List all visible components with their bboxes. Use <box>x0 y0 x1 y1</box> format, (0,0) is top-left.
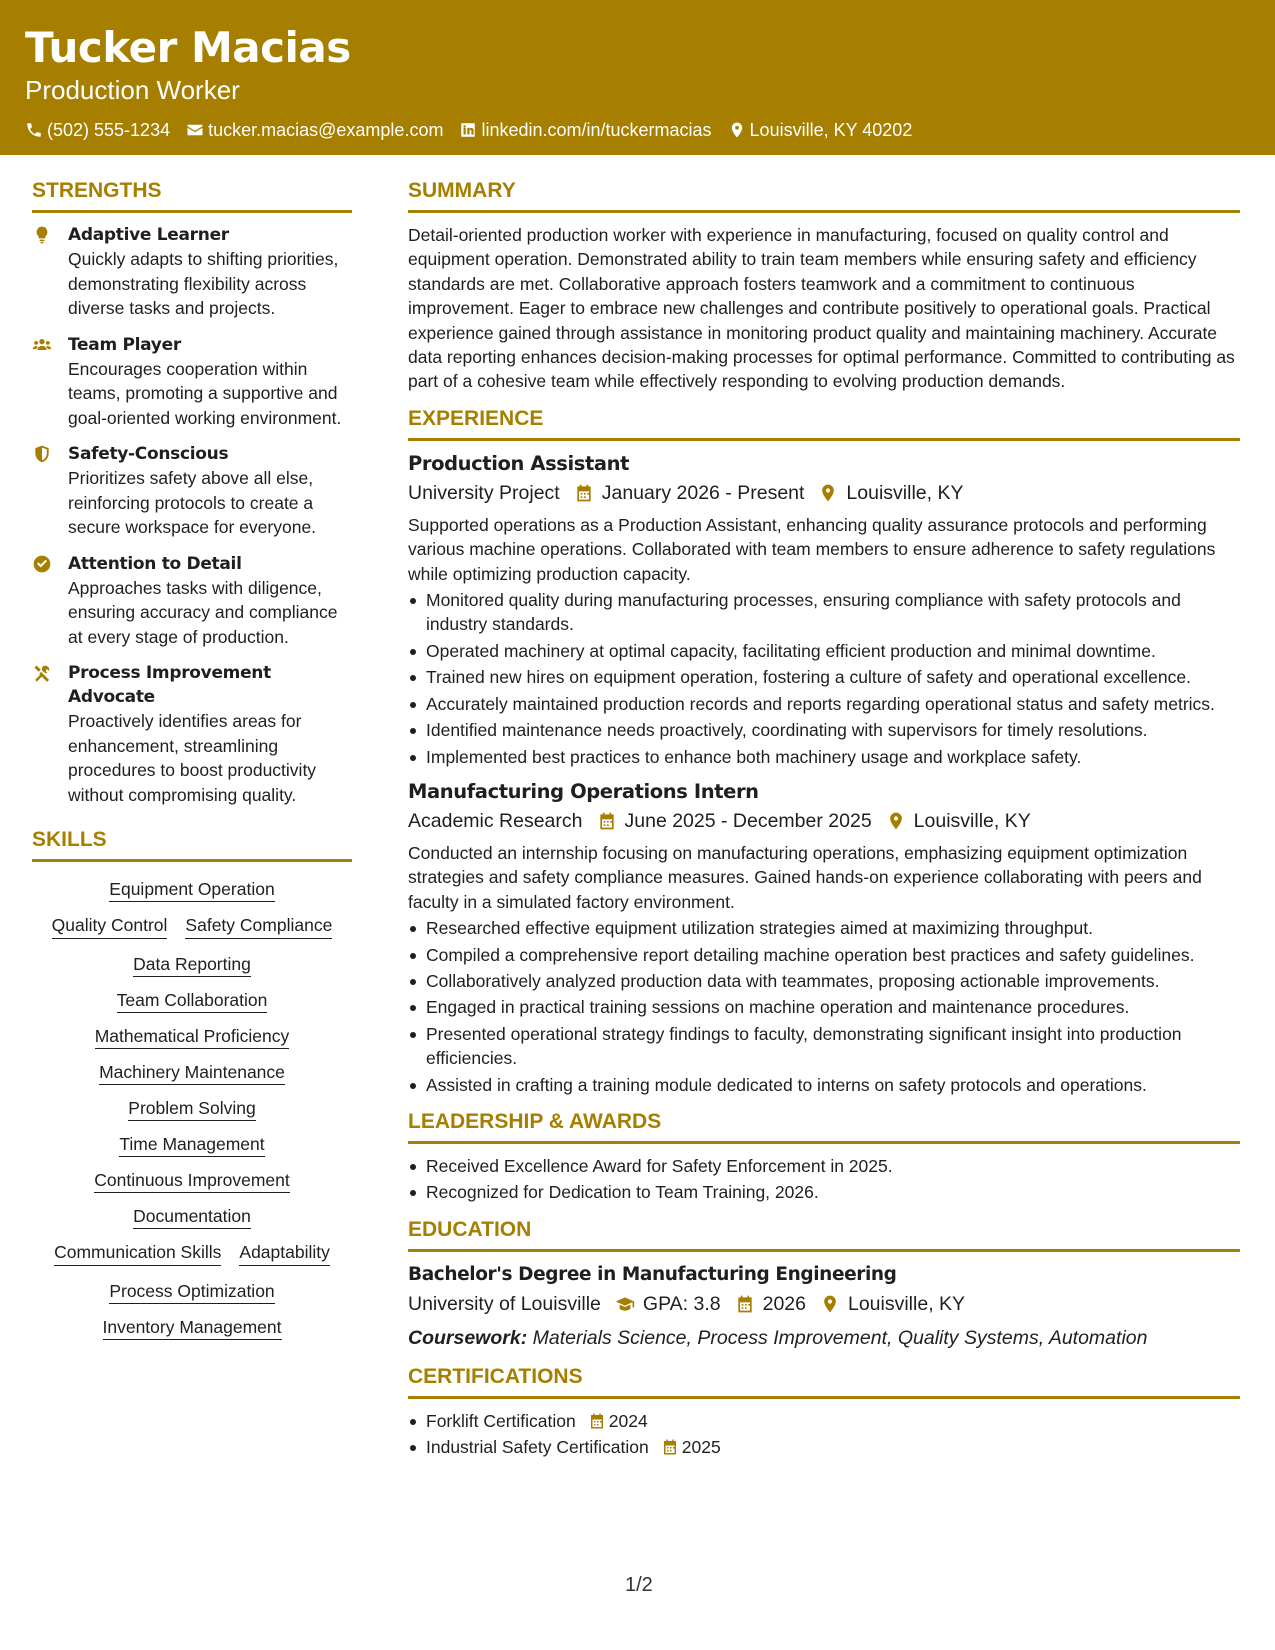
shield-icon <box>32 444 52 464</box>
graduation-cap-icon <box>615 1294 635 1314</box>
skill-tag: Problem Solving <box>128 1098 255 1121</box>
job-bullet: Collaboratively analyzed production data with teammates, proposing actionable improvements. <box>408 969 1240 993</box>
skill-tag: Communication Skills <box>54 1241 221 1266</box>
page-number: 1/2 <box>625 1574 653 1596</box>
degree-title: Bachelor's Degree in Manufacturing Engineering <box>408 1263 897 1285</box>
experience-heading: EXPERIENCE <box>408 406 1240 441</box>
skill-tag: Inventory Management <box>103 1317 282 1340</box>
certifications-list <box>408 1409 1240 1460</box>
contact-bar <box>25 118 1250 142</box>
school-location: Louisville, KY <box>847 1292 966 1315</box>
job-bullet: Presented operational strategy findings to faculty, demonstrating significant insight into production efficiencies. <box>408 1022 1240 1071</box>
certification-item <box>408 1435 1240 1459</box>
job-dates: June 2025 - December 2025 <box>624 809 872 832</box>
strength-desc: Prioritizes safety above all else, reinforcing protocols to create a secure workspace for everyone. <box>68 468 317 537</box>
job-bullet: Researched effective equipment utilization strategies aimed at maximizing throughput. <box>408 916 1240 940</box>
job-org: Academic Research <box>408 809 583 832</box>
skill-tag: Machinery Maintenance <box>99 1062 285 1085</box>
map-pin-icon <box>820 1294 840 1314</box>
certification-item <box>408 1409 1240 1433</box>
contact-linkedin[interactable] <box>459 118 711 142</box>
award-item: Recognized for Dedication to Team Training, 2026. <box>408 1180 1240 1204</box>
coursework-list: Materials Science, Process Improvement, Quality Systems, Automation <box>532 1326 1148 1349</box>
strength-item <box>32 552 352 650</box>
skill-tag: Mathematical Proficiency <box>95 1026 290 1049</box>
calendar-icon <box>735 1294 755 1314</box>
certification-name: Forklift Certification <box>426 1410 576 1431</box>
strength-desc: Approaches tasks with diligence, ensuring accuracy and compliance at every stage of production. <box>68 577 338 647</box>
location-text: Louisville, KY 40202 <box>749 120 913 140</box>
strength-desc: Quickly adapts to shifting priorities, demonstrating flexibility across diverse tasks and projects. <box>68 249 339 318</box>
certification-year: 2024 <box>608 1410 648 1431</box>
skill-tag: Equipment Operation <box>109 879 274 902</box>
job-description: Conducted an internship focusing on manufacturing operations, emphasizing equipment optimization strategies and safety compliance measures. Gained hands-on experience collaborating with peers and faculty in a simulated factory environment. <box>408 842 1202 912</box>
leadership-list <box>408 1154 1240 1205</box>
strength-title: Process Improvement Advocate <box>68 663 271 707</box>
strength-desc: Encourages cooperation within teams, promoting a supportive and goal-oriented working environment. <box>68 358 342 428</box>
strength-desc: Proactively identifies areas for enhancement, streamlining procedures to boost productivity without compromising quality. <box>68 711 317 805</box>
skill-tag: Team Collaboration <box>117 990 268 1013</box>
job-bullet: Accurately maintained production records and reports regarding operational status and safety metrics. <box>408 692 1240 716</box>
email-text: tucker.macias@example.com <box>208 120 444 140</box>
job-title: Manufacturing Operations Intern <box>408 779 759 803</box>
phone-icon <box>25 121 43 139</box>
check-circle-icon <box>32 554 52 574</box>
job-bullet: Trained new hires on equipment operation, fostering a culture of safety and operational excellence. <box>408 665 1240 689</box>
skills-heading: SKILLS <box>32 827 352 862</box>
skill-tag: Adaptability <box>239 1241 329 1266</box>
job-bullet: Operated machinery at optimal capacity, facilitating efficient production and minimal downtime. <box>408 639 1240 663</box>
candidate-title: Production Worker <box>25 75 240 105</box>
job-entry <box>408 779 1240 1097</box>
gpa-text: GPA: 3.8 <box>642 1292 721 1315</box>
linkedin-text: linkedin.com/in/tuckermacias <box>481 120 712 140</box>
job-location: Louisville, KY <box>846 481 964 504</box>
map-pin-icon <box>728 121 746 139</box>
strength-title: Safety-Conscious <box>68 444 229 464</box>
job-bullets <box>408 916 1240 1097</box>
skill-tag: Safety Compliance <box>185 914 332 939</box>
job-description: Supported operations as a Production Assistant, enhancing quality assurance protocols and performing various machine operations. Collaborated with team members to ensure adherence to safety regulations while optimizing production capacity. <box>408 514 1216 584</box>
summary-text: Detail-oriented production worker with experience in manufacturing, focused on quality control and equipment operation. Demonstrated ability to train team members while ensuring safety and efficiency standards are met. Collaborative approach fosters teamwork and a commitment to continuous improvement. Eager to embrace new challenges and contribute positively to operational goals. Practical experience gained through assistance in monitoring product quality and maintaining machinery. Accurate data reporting enhances decision-making processes for optimal performance. Committed to contributing as part of a cohesive team while effectively responding to evolving production demands. <box>408 225 1235 392</box>
strength-item <box>32 661 352 807</box>
skill-tag: Quality Control <box>52 914 168 939</box>
contact-phone[interactable] <box>25 118 170 142</box>
job-location: Louisville, KY <box>913 809 1031 832</box>
job-title: Production Assistant <box>408 451 630 475</box>
calendar-icon <box>661 1438 679 1456</box>
strength-title: Team Player <box>68 334 181 355</box>
job-bullets <box>408 588 1240 769</box>
calendar-icon <box>574 483 594 503</box>
education-meta <box>408 1290 1240 1318</box>
strength-item <box>32 442 352 540</box>
contact-email[interactable] <box>186 118 443 142</box>
strength-title: Adaptive Learner <box>68 225 229 245</box>
left-column <box>32 178 352 1338</box>
graduation-year: 2026 <box>762 1292 806 1315</box>
leadership-heading: LEADERSHIP & AWARDS <box>408 1109 1240 1144</box>
skill-tag: Data Reporting <box>133 954 251 977</box>
calendar-icon <box>597 811 617 831</box>
right-column <box>408 178 1240 1462</box>
strength-item <box>32 333 352 431</box>
skills-list <box>32 872 352 1338</box>
job-bullet: Assisted in crafting a training module dedicated to interns on safety protocols and operations. <box>408 1073 1240 1097</box>
skill-tag: Continuous Improvement <box>94 1170 290 1193</box>
candidate-name: Tucker Macias <box>25 23 351 72</box>
calendar-icon <box>588 1412 606 1430</box>
job-meta <box>408 479 1240 507</box>
coursework <box>408 1324 1240 1352</box>
award-item: Received Excellence Award for Safety Enforcement in 2025. <box>408 1154 1240 1178</box>
skill-tag: Time Management <box>119 1134 264 1157</box>
certification-year: 2025 <box>681 1437 721 1458</box>
map-pin-icon <box>818 483 838 503</box>
phone-text: (502) 555-1234 <box>47 120 171 140</box>
coursework-label: Coursework: <box>408 1326 528 1349</box>
certifications-heading: CERTIFICATIONS <box>408 1364 1240 1399</box>
users-icon <box>32 335 52 355</box>
contact-location <box>728 118 913 142</box>
job-meta <box>408 807 1240 835</box>
job-bullet: Identified maintenance needs proactively, coordinating with supervisors for timely resolutions. <box>408 718 1240 742</box>
skill-tag: Documentation <box>133 1206 251 1229</box>
job-bullet: Monitored quality during manufacturing processes, ensuring compliance with safety protocols and industry standards. <box>408 588 1240 637</box>
education-heading: EDUCATION <box>408 1217 1240 1252</box>
strengths-heading: STRENGTHS <box>32 178 352 213</box>
resume-header <box>0 0 1275 155</box>
envelope-icon <box>186 121 204 139</box>
summary-heading: SUMMARY <box>408 178 1240 213</box>
map-pin-icon <box>886 811 906 831</box>
job-dates: January 2026 - Present <box>601 481 805 504</box>
job-org: University Project <box>408 481 560 504</box>
school-name: University of Louisville <box>408 1292 601 1315</box>
tools-icon <box>32 663 52 683</box>
job-bullet: Engaged in practical training sessions on machine operation and maintenance procedures. <box>408 995 1240 1019</box>
job-bullet: Implemented best practices to enhance both machinery usage and workplace safety. <box>408 745 1240 769</box>
job-entry <box>408 451 1240 769</box>
strength-item <box>32 223 352 321</box>
job-bullet: Compiled a comprehensive report detailing machine operation best practices and safety guidelines. <box>408 943 1240 967</box>
certification-name: Industrial Safety Certification <box>426 1437 649 1458</box>
linkedin-icon <box>459 121 477 139</box>
strength-title: Attention to Detail <box>68 553 242 574</box>
lightbulb-icon <box>32 225 52 245</box>
skill-tag: Process Optimization <box>109 1281 274 1304</box>
